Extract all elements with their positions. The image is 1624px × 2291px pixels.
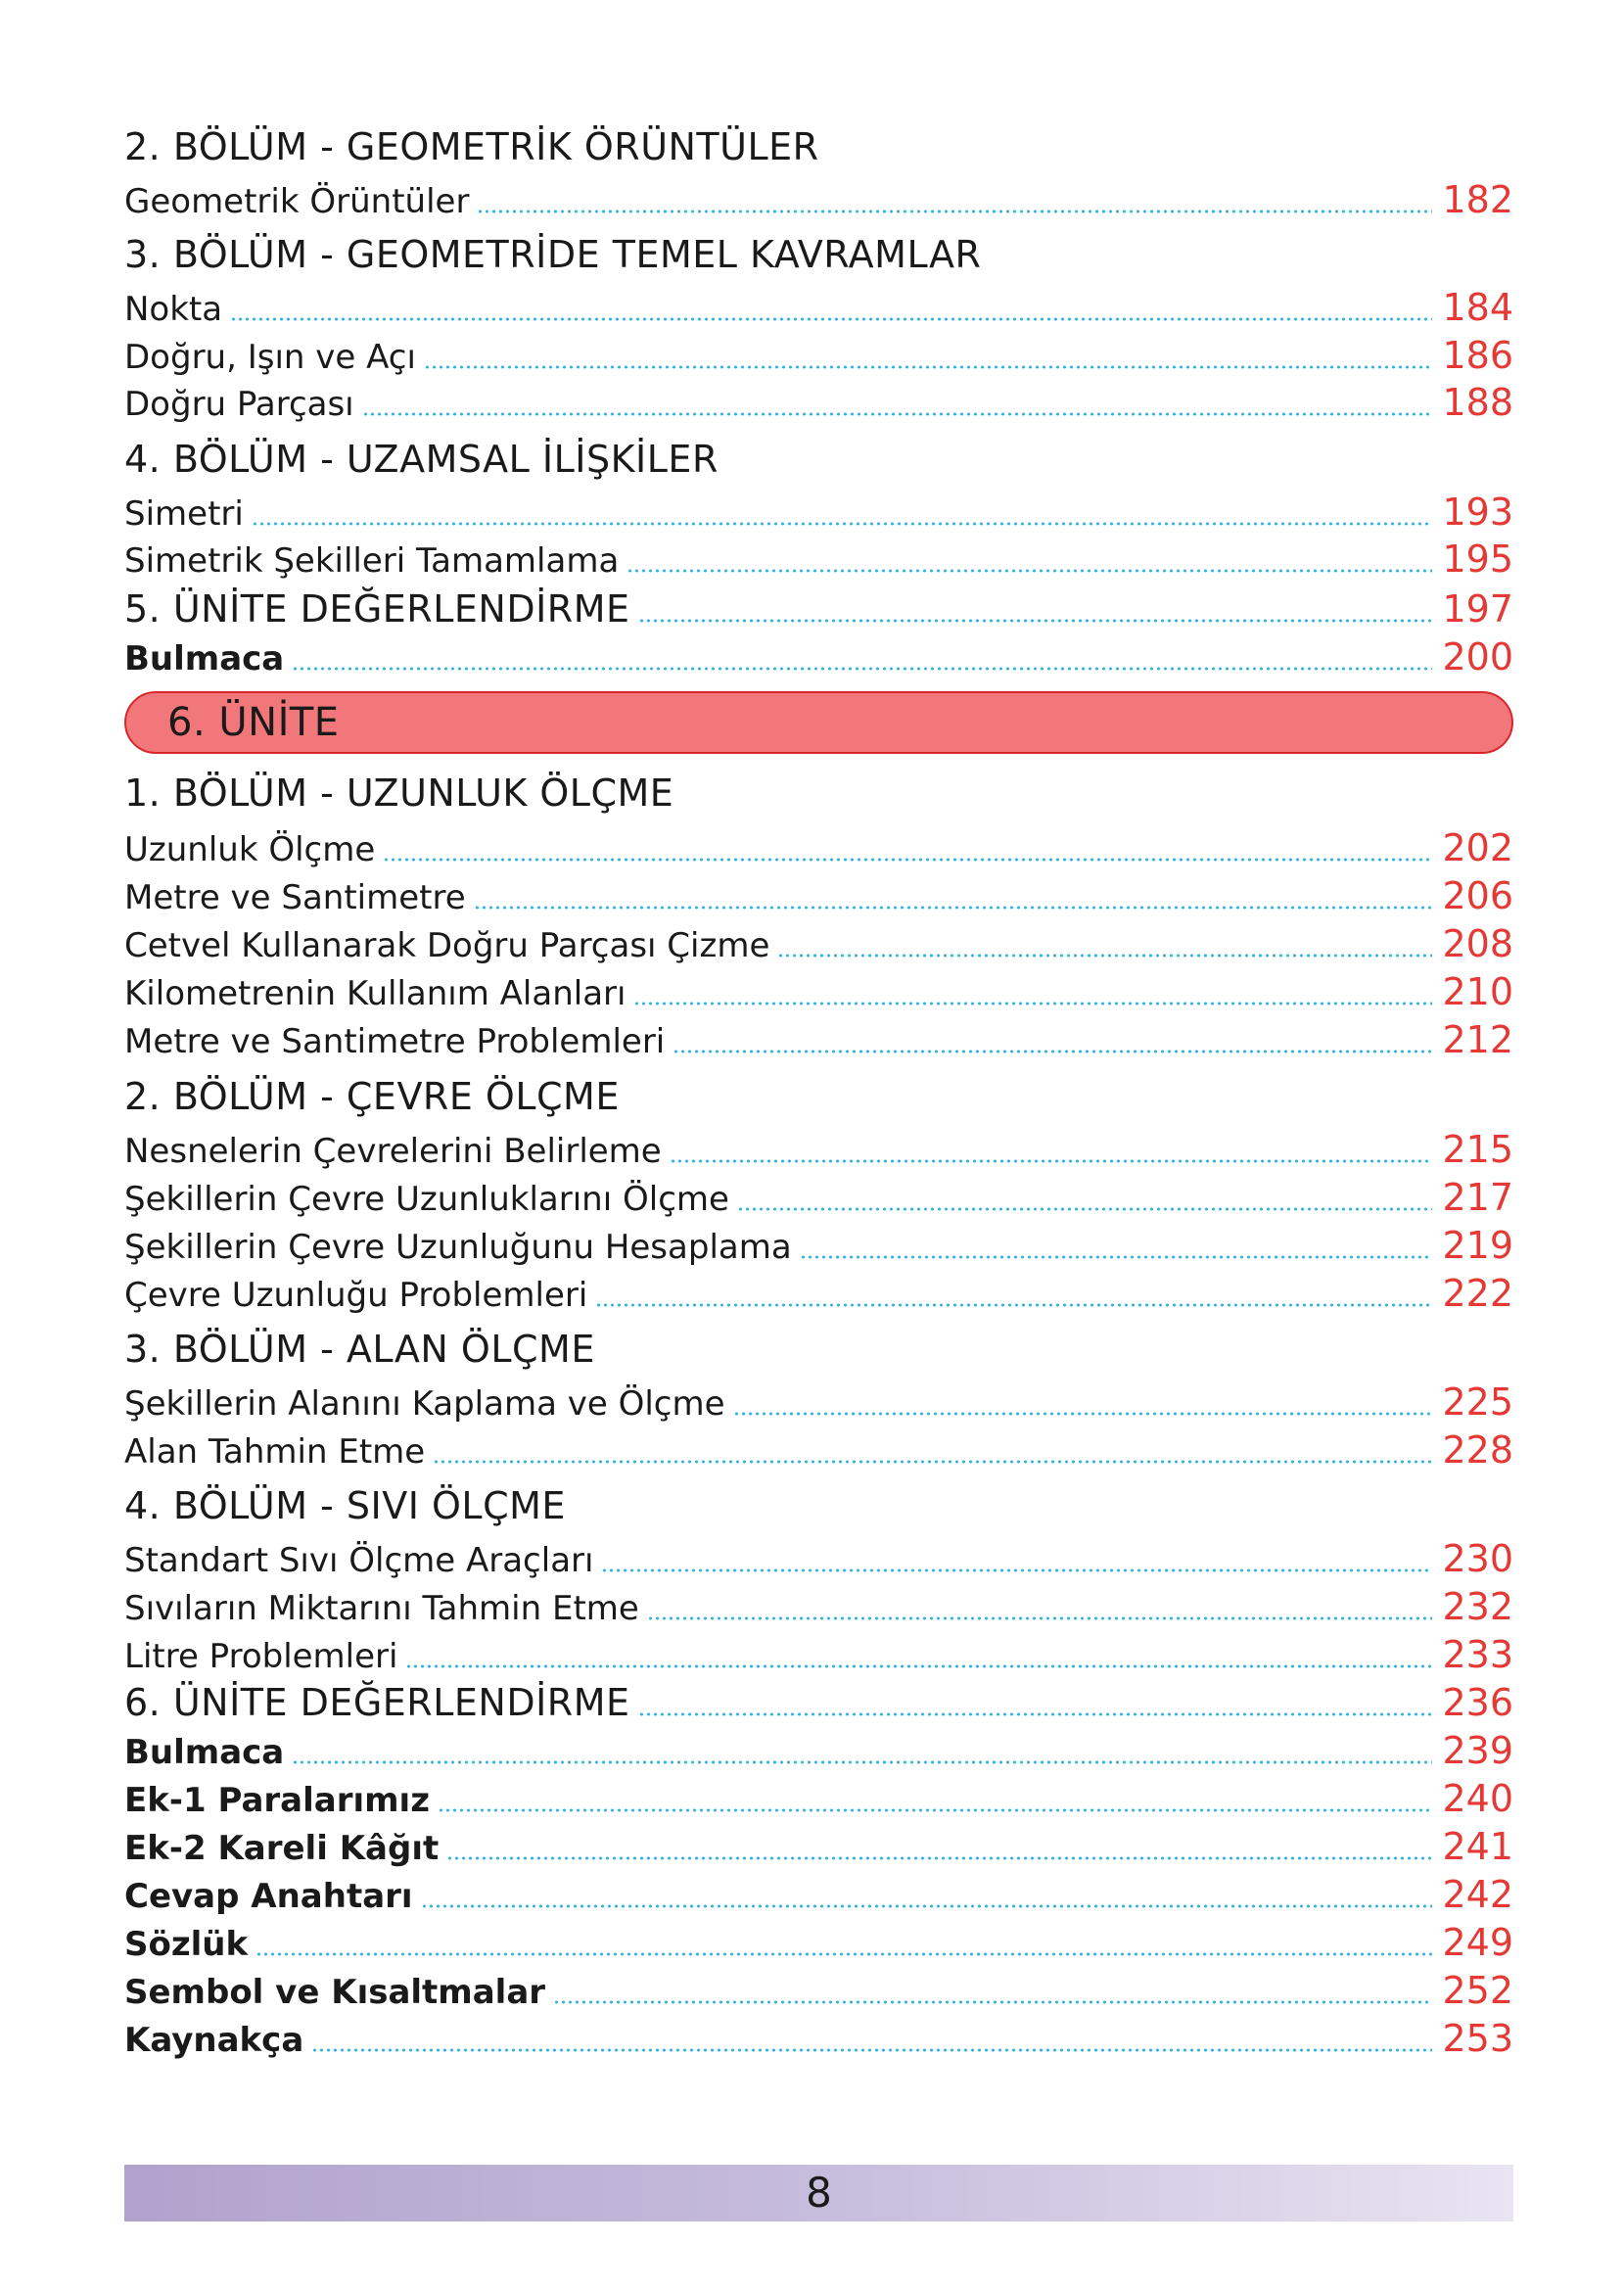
toc-entry-page-number: 202 xyxy=(1442,826,1513,869)
dot-leader xyxy=(733,1412,1433,1416)
toc-entry-page-number: 210 xyxy=(1442,970,1513,1013)
toc-entry[interactable] xyxy=(124,1223,1513,1268)
toc-entry-page-number: 222 xyxy=(1442,1272,1513,1315)
toc-entry[interactable] xyxy=(124,490,1513,535)
toc-entry[interactable] xyxy=(124,1920,1513,1965)
dot-leader xyxy=(362,412,1433,416)
dot-leader xyxy=(633,1002,1432,1005)
toc-entry-label: Litre Problemleri xyxy=(124,1637,398,1676)
toc-entry-label: Sıvıların Miktarını Tahmin Etme xyxy=(124,1589,639,1628)
toc-entry-label: Doğru, Işın ve Açı xyxy=(124,338,416,377)
toc-entry[interactable] xyxy=(124,1584,1513,1629)
toc-entry-page-number: 200 xyxy=(1442,635,1513,678)
toc-entry[interactable] xyxy=(124,1728,1513,1773)
dot-leader xyxy=(311,2048,1432,2052)
toc-entry[interactable] xyxy=(124,1824,1513,1869)
toc-entry[interactable] xyxy=(124,1776,1513,1821)
dot-leader xyxy=(292,667,1432,671)
toc-entry[interactable] xyxy=(124,1536,1513,1581)
toc-entry-page-number: 230 xyxy=(1442,1537,1513,1580)
toc-entry[interactable] xyxy=(124,1127,1513,1172)
toc-entry-label: Bulmaca xyxy=(124,639,285,678)
toc-entry-page-number: 186 xyxy=(1442,334,1513,377)
toc-entry-label: 6. ÜNİTE DEĞERLENDİRME xyxy=(124,1681,630,1724)
toc-entry-label: 5. ÜNİTE DEĞERLENDİRME xyxy=(124,587,630,631)
toc-entry-label: Metre ve Santimetre Problemleri xyxy=(124,1022,666,1061)
toc-entry[interactable] xyxy=(124,1872,1513,1917)
toc-entry-page-number: 188 xyxy=(1442,381,1513,424)
dot-leader xyxy=(446,1856,1432,1860)
toc-entry-page-number: 225 xyxy=(1442,1380,1513,1424)
toc-entry-page-number: 252 xyxy=(1442,1969,1513,2012)
toc-entry[interactable] xyxy=(124,969,1513,1014)
toc-entry[interactable] xyxy=(124,634,1513,679)
toc-entry[interactable] xyxy=(124,333,1513,378)
toc-entry-page-number: 219 xyxy=(1442,1224,1513,1267)
toc-entry-page-number: 228 xyxy=(1442,1428,1513,1472)
toc-entry-label: Simetri xyxy=(124,494,244,534)
dot-leader xyxy=(255,1952,1432,1956)
toc-entry[interactable] xyxy=(124,586,1513,631)
toc-entry-label: Şekillerin Çevre Uzunluklarını Ölçme xyxy=(124,1180,729,1219)
dot-leader xyxy=(647,1616,1433,1620)
section-heading: 3. BÖLÜM - ALAN ÖLÇME xyxy=(124,1328,595,1371)
section-heading: 1. BÖLÜM - UZUNLUK ÖLÇME xyxy=(124,771,674,815)
dot-leader xyxy=(474,906,1433,910)
toc-entry[interactable] xyxy=(124,1968,1513,2013)
toc-entry-page-number: 208 xyxy=(1442,922,1513,965)
toc-entry[interactable] xyxy=(124,1379,1513,1425)
toc-entry-page-number: 212 xyxy=(1442,1018,1513,1061)
toc-entry-label: Ek-2 Kareli Kâğıt xyxy=(124,1829,440,1868)
dot-leader xyxy=(777,954,1432,958)
toc-entry-page-number: 240 xyxy=(1442,1777,1513,1820)
dot-leader xyxy=(438,1808,1432,1812)
toc-entry-label: Cevap Anahtarı xyxy=(124,1877,413,1916)
toc-entry-label: Nokta xyxy=(124,290,223,329)
toc-entry-label: Simetrik Şekilleri Tamamlama xyxy=(124,541,620,581)
toc-entry[interactable] xyxy=(124,1680,1513,1725)
toc-entry-label: Bulmaca xyxy=(124,1733,285,1772)
toc-entry[interactable] xyxy=(124,537,1513,582)
footer-bar xyxy=(124,2165,1513,2221)
toc-entry-label: Cetvel Kullanarak Doğru Parçası Çizme xyxy=(124,926,770,965)
toc-entry-page-number: 242 xyxy=(1442,1873,1513,1916)
section-heading: 4. BÖLÜM - SIVI ÖLÇME xyxy=(124,1484,566,1527)
dot-leader xyxy=(638,1712,1433,1716)
page-number: 8 xyxy=(806,2169,832,2217)
toc-entry[interactable] xyxy=(124,825,1513,870)
toc-entry-page-number: 241 xyxy=(1442,1825,1513,1868)
toc-entry-page-number: 184 xyxy=(1442,286,1513,329)
dot-leader xyxy=(252,522,1433,526)
unit-title: 6. ÜNİTE xyxy=(167,700,340,745)
toc-entry-page-number: 236 xyxy=(1442,1681,1513,1724)
toc-entry-page-number: 182 xyxy=(1442,178,1513,221)
toc-entry[interactable] xyxy=(124,921,1513,966)
dot-leader xyxy=(292,1760,1432,1764)
toc-entry[interactable] xyxy=(124,2016,1513,2061)
toc-entry-label: Geometrik Örüntüler xyxy=(124,182,470,221)
dot-leader xyxy=(595,1303,1432,1307)
toc-entry-page-number: 232 xyxy=(1442,1585,1513,1628)
toc-entry[interactable] xyxy=(124,177,1513,222)
toc-entry-label: Metre ve Santimetre xyxy=(124,878,466,917)
toc-entry[interactable] xyxy=(124,1271,1513,1316)
section-heading: 3. BÖLÜM - GEOMETRİDE TEMEL KAVRAMLAR xyxy=(124,233,982,276)
section-heading: 2. BÖLÜM - GEOMETRİK ÖRÜNTÜLER xyxy=(124,125,819,168)
dot-leader xyxy=(230,317,1432,321)
toc-entry-page-number: 195 xyxy=(1442,538,1513,581)
toc-entry-page-number: 249 xyxy=(1442,1921,1513,1964)
toc-entry-label: Şekillerin Alanını Kaplama ve Ölçme xyxy=(124,1384,725,1424)
toc-entry-page-number: 215 xyxy=(1442,1128,1513,1171)
toc-entry-label: Standart Sıvı Ölçme Araçları xyxy=(124,1541,594,1580)
dot-leader xyxy=(670,1159,1433,1163)
section-heading: 4. BÖLÜM - UZAMSAL İLİŞKİLER xyxy=(124,438,719,481)
dot-leader xyxy=(421,1904,1433,1908)
dot-leader xyxy=(383,858,1432,862)
toc-entry-page-number: 239 xyxy=(1442,1729,1513,1772)
section-heading: 2. BÖLÜM - ÇEVRE ÖLÇME xyxy=(124,1075,620,1118)
toc-entry-label: Kilometrenin Kullanım Alanları xyxy=(124,974,626,1013)
unit-title-bar xyxy=(124,691,1513,754)
toc-entry-page-number: 233 xyxy=(1442,1633,1513,1676)
dot-leader xyxy=(626,569,1432,573)
toc-entry-label: Nesnelerin Çevrelerini Belirleme xyxy=(124,1132,662,1171)
dot-leader xyxy=(477,210,1432,213)
toc-entry-page-number: 193 xyxy=(1442,491,1513,534)
toc-entry-label: Sözlük xyxy=(124,1925,249,1964)
toc-entry-label: Sembol ve Kısaltmalar xyxy=(124,1973,546,2012)
toc-entry[interactable] xyxy=(124,1017,1513,1062)
dot-leader xyxy=(553,2000,1432,2004)
dot-leader xyxy=(424,365,1433,369)
toc-entry-label: Ek-1 Paralarımız xyxy=(124,1781,430,1820)
toc-entry[interactable] xyxy=(124,1175,1513,1220)
dot-leader xyxy=(638,619,1433,623)
toc-entry-page-number: 253 xyxy=(1442,2017,1513,2060)
toc-entry[interactable] xyxy=(124,380,1513,425)
toc-entry[interactable] xyxy=(124,285,1513,330)
toc-entry[interactable] xyxy=(124,1427,1513,1473)
toc-entry-label: Şekillerin Çevre Uzunluğunu Hesaplama xyxy=(124,1228,792,1267)
toc-entry-label: Alan Tahmin Etme xyxy=(124,1432,426,1472)
toc-entry-label: Kaynakça xyxy=(124,2021,304,2060)
toc-entry-label: Çevre Uzunluğu Problemleri xyxy=(124,1276,588,1315)
toc-entry[interactable] xyxy=(124,1632,1513,1677)
toc-entry[interactable] xyxy=(124,873,1513,918)
dot-leader xyxy=(405,1664,1432,1668)
toc-entry-label: Uzunluk Ölçme xyxy=(124,830,376,869)
toc-entry-page-number: 217 xyxy=(1442,1176,1513,1219)
dot-leader xyxy=(433,1460,1432,1464)
dot-leader xyxy=(673,1050,1432,1053)
toc-entry-page-number: 197 xyxy=(1442,587,1513,631)
dot-leader xyxy=(737,1207,1433,1211)
dot-leader xyxy=(601,1568,1432,1572)
toc-entry-page-number: 206 xyxy=(1442,874,1513,917)
toc-entry-label: Doğru Parçası xyxy=(124,385,354,424)
dot-leader xyxy=(800,1255,1433,1259)
